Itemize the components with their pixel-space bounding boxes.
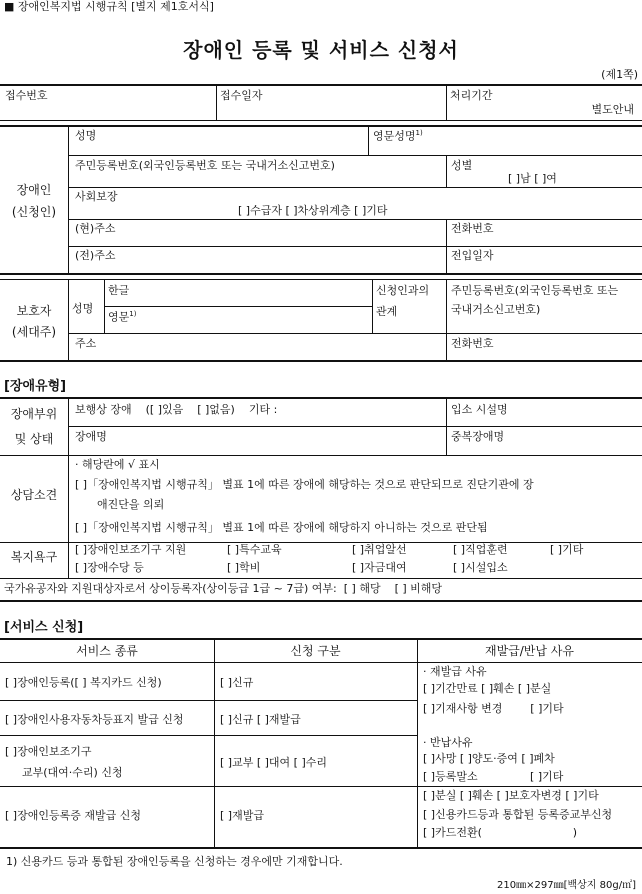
multiple-disability-label: 중복장애명 [451, 430, 505, 443]
service-card-reissue[interactable]: [ ]장애인등록증 재발급 신청 [5, 809, 141, 822]
social-security-label: 사회보장 [75, 190, 118, 203]
reissue-reason-line2[interactable]: [ ]기재사항 변경 [ ]기타 [423, 702, 564, 715]
footnote: 1) 신용카드 등과 통합된 장애인등록을 신청하는 경우에만 기재합니다. [6, 855, 343, 868]
disability-part-label-line2: 및 상태 [14, 432, 54, 446]
page-number-note: (제1쪽) [601, 68, 638, 81]
reissue-reason-line1[interactable]: [ ]기간만료 [ ]훼손 [ ]분실 [423, 682, 552, 695]
guardian-group-sublabel: (세대주) [11, 325, 57, 339]
applicant-gender-label: 성별 [451, 159, 473, 172]
reissue-reason-header: 재발급/반납 사유 [484, 644, 574, 658]
current-address-label: (현)주소 [75, 222, 116, 235]
applicant-phone-label: 전화번호 [451, 222, 494, 235]
page-title: 장애인 등록 및 서비스 신청서 [183, 38, 459, 62]
welfare-job-placement[interactable]: [ ]취업알선 [352, 543, 407, 556]
veteran-status-text[interactable]: 국가유공자와 지원대상자로서 상이등록자(상이등급 1급 ~ 7급) 여부: [ ] 해당 [ ] 비해당 [4, 582, 443, 595]
receipt-date-label: 접수일자 [220, 89, 263, 102]
relation-label-line1: 신청인과의 [376, 284, 430, 297]
paper-size-note: 210㎜×297㎜[백상지 80g/㎡] [497, 880, 636, 891]
service-assistive-device-type[interactable]: [ ]교부 [ ]대여 [ ]수리 [220, 756, 327, 769]
service-registration-type[interactable]: [ ]신규 [220, 676, 254, 689]
welfare-facility-admission[interactable]: [ ]시설입소 [453, 561, 508, 574]
service-type-header: 신청 구분 [290, 644, 341, 658]
applicant-group-sublabel: (신청인) [11, 205, 57, 219]
guardian-group-label: 보호자 [16, 304, 52, 318]
return-reason-line1[interactable]: [ ]사망 [ ]양도·증여 [ ]폐차 [423, 752, 555, 765]
gender-options[interactable]: [ ]남 [ ]여 [508, 172, 557, 185]
walking-disability-text[interactable]: 보행상 장애 ([ ]있음 [ ]없음) 기타 : [75, 403, 278, 416]
move-in-date-label: 전입일자 [451, 249, 494, 262]
guardian-phone-label: 전화번호 [451, 337, 494, 350]
welfare-allowance[interactable]: [ ]장애수당 등 [75, 561, 144, 574]
service-assistive-device-line2: 교부(대여·수리) 신청 [22, 766, 123, 779]
consult-hint: · 해당란에 √ 표시 [75, 458, 160, 471]
applicant-rrn-label: 주민등록번호(외국인등록번호 또는 국내거소신고번호) [75, 159, 335, 172]
guardian-korean-name-label: 한글 [108, 284, 130, 297]
disability-name-label: 장애명 [75, 430, 107, 443]
service-section-title: [서비스 신청] [4, 620, 84, 635]
previous-address-label: (전)주소 [75, 249, 116, 262]
welfare-assistive-device[interactable]: [ ]장애인보조기구 지원 [75, 543, 187, 556]
welfare-other[interactable]: [ ]기타 [550, 543, 584, 556]
guardian-name-label: 성명 [72, 302, 94, 315]
return-reason-line2[interactable]: [ ]등록말소 [ ]기타 [423, 770, 564, 783]
guardian-rrn-label-line2: 국내거소신고번호) [451, 303, 541, 316]
welfare-needs-label: 복지욕구 [10, 550, 58, 564]
service-parking-sign[interactable]: [ ]장애인사용자동차등표지 발급 신청 [5, 713, 184, 726]
consult-option-refer-line1[interactable]: [ ]「장애인복지법 시행규칙」 별표 1에 따른 장애에 해당하는 것으로 판단되므로 진단기관에 장 [75, 478, 534, 491]
welfare-special-education[interactable]: [ ]특수교육 [227, 543, 282, 556]
guardian-address-label: 주소 [75, 337, 97, 350]
welfare-tuition[interactable]: [ ]학비 [227, 561, 261, 574]
consult-option-refer-line2: 애진단을 의뢰 [97, 498, 165, 511]
welfare-loan[interactable]: [ ]자금대여 [352, 561, 407, 574]
disability-type-section-title: [장애유형] [4, 379, 67, 394]
processing-period-label: 처리기간 [450, 89, 493, 102]
applicant-name-label: 성명 [75, 129, 97, 142]
return-reason-title: · 반납사유 [423, 736, 473, 749]
facility-name-label: 입소 시설명 [451, 403, 508, 416]
applicant-english-name-label: 영문성명$^{1)}$ [373, 129, 423, 143]
reissue-reason-title: · 재발급 사유 [423, 665, 487, 678]
service-parking-sign-type[interactable]: [ ]신규 [ ]재발급 [220, 713, 301, 726]
consult-option-not-applicable[interactable]: [ ]「장애인복지법 시행규칙」 별표 1에 따른 장애에 해당하지 아니하는 것으로 판단됨 [75, 521, 488, 534]
disability-part-label-line1: 장애부위 [10, 407, 58, 421]
guardian-rrn-label-line1: 주민등록번호(외국인등록번호 또는 [451, 284, 619, 297]
applicant-group-label: 장애인 [16, 183, 52, 197]
card-reason-line2[interactable]: [ ]신용카드등과 통합된 등록증교부신청 [423, 808, 613, 821]
card-reason-line1[interactable]: [ ]분실 [ ]훼손 [ ]보호자변경 [ ]기타 [423, 789, 599, 802]
receipt-number-label: 접수번호 [5, 89, 48, 102]
processing-period-value: 별도안내 [591, 103, 634, 116]
consult-opinion-label: 상담소견 [10, 488, 58, 502]
welfare-job-training[interactable]: [ ]직업훈련 [453, 543, 508, 556]
card-reason-line3[interactable]: [ ]카드전환( ) [423, 826, 578, 839]
service-card-reissue-type[interactable]: [ ]재발급 [220, 809, 264, 822]
guardian-english-name-label: 영문$^{1)}$ [108, 310, 137, 324]
service-disability-registration[interactable]: [ ]장애인등록([ ] 복지카드 신청) [5, 676, 162, 689]
relation-label-line2: 관계 [376, 305, 398, 318]
social-security-options[interactable]: [ ]수급자 [ ]차상위계층 [ ]기타 [238, 204, 388, 217]
form-reference: ■ 장애인복지법 시행규칙 [별지 제1호서식] [4, 0, 214, 13]
service-assistive-device-line1[interactable]: [ ]장애인보조기구 [5, 745, 92, 758]
service-kind-header: 서비스 종류 [76, 644, 138, 658]
